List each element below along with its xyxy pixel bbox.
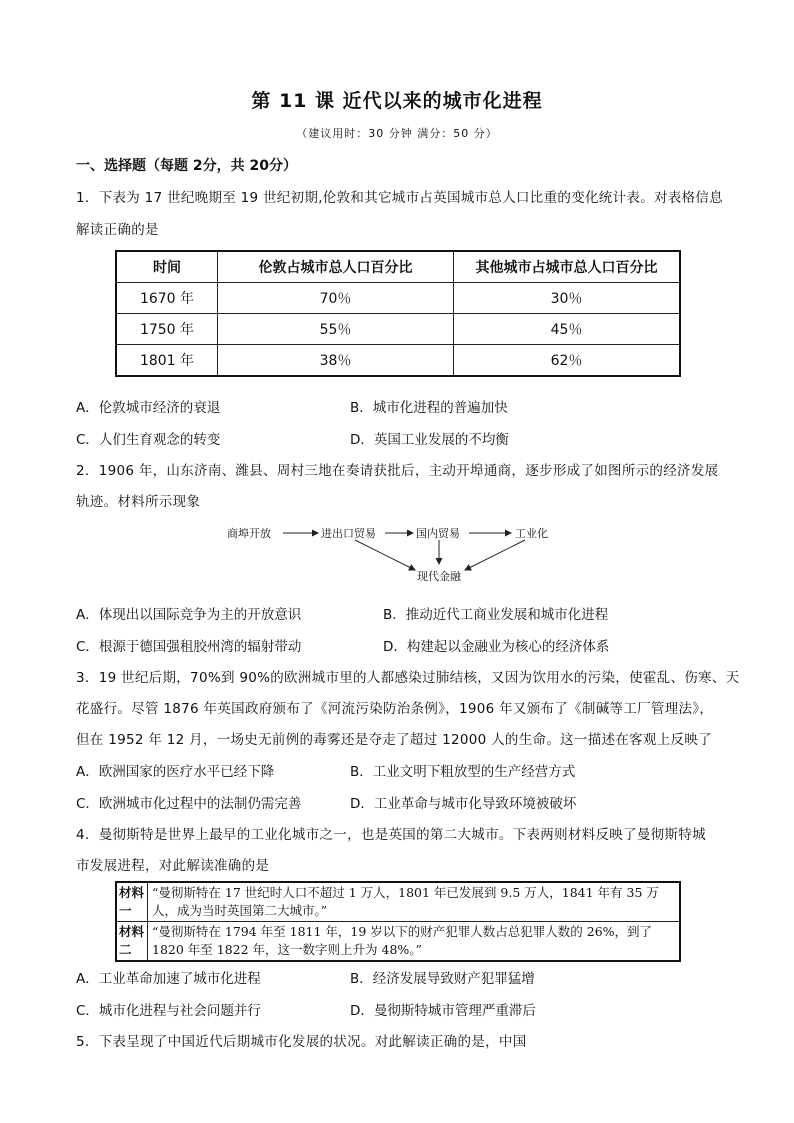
page-subtitle: （建议用时：30 分钟 满分：50 分） [296,127,498,140]
table-row [116,922,680,962]
q2-stem-line2: 轨迹。材料所示现象 [76,494,201,510]
table-row [116,283,680,314]
q2-flow-diagram [225,522,565,584]
q2-option-a[interactable]: A．体现出以国际竞争为主的开放意识 [76,607,302,623]
table-header-cell: 时间 [116,251,218,283]
material-label: 材料二 [116,922,148,962]
q4-stem-line2: 市发展进程，对此解读准确的是 [76,858,270,874]
page-title: 第 11 课 近代以来的城市化进程 [251,90,543,112]
q4-stem-line1: 4．曼彻斯特是世界上最早的工业化城市之一，也是英国的第二大城市。下表两则材料反映了曼彻斯特城 [76,827,706,843]
table-cell: 62％ [454,345,681,377]
arrow [465,540,525,570]
q1-option-d[interactable]: D．英国工业发展的不均衡 [350,432,509,448]
q3-stem-line3: 但在 1952 年 12 月，一场史无前例的毒雾还是夺走了超过 12000 人的生命。这一描述在客观上反映了 [76,732,712,748]
table-cell: 70％ [218,283,454,314]
material-text: “曼彻斯特在 1794 年至 1811 年，19 岁以下的财产犯罪人数占总犯罪人数的 26%，到了 1820 年至 1822 年，这一数字则上升为 48%。” [148,922,681,962]
flow-node: 进出口贸易 [321,527,376,540]
q2-option-b[interactable]: B．推动近代工商业发展和城市化进程 [383,607,609,623]
q2-option-c[interactable]: C．根源于德国强租胶州湾的辐射带动 [76,639,302,655]
q1-data-table [115,250,681,377]
arrow [355,540,415,570]
q3-stem-line1: 3．19 世纪后期，70%到 90%的欧洲城市里的人都感染过肺结核，又因为饮用水的污染，使霍乱、伤寒、天 [76,670,740,686]
q4-option-c[interactable]: C．城市化进程与社会问题并行 [76,1003,261,1019]
flow-node: 商埠开放 [227,527,271,540]
q3-option-a[interactable]: A．欧洲国家的医疗水平已经下降 [76,764,275,780]
flow-node: 现代金融 [417,570,461,583]
q1-option-a[interactable]: A．伦敦城市经济的衰退 [76,400,221,416]
q4-option-a[interactable]: A．工业革命加速了城市化进程 [76,971,261,987]
table-header-row [116,251,680,283]
q1-option-b[interactable]: B．城市化进程的普遍加快 [350,400,508,416]
q1-stem-line2: 解读正确的是 [76,222,159,238]
table-header-cell: 其他城市占城市总人口百分比 [454,251,681,283]
q1-option-c[interactable]: C．人们生育观念的转变 [76,432,221,448]
q1-stem-line1: 1．下表为 17 世纪晚期至 19 世纪初期,伦敦和其它城市占英国城市总人口比重的变化统计表。对表格信息 [76,190,723,206]
table-row [116,345,680,377]
q3-stem-line2: 花盛行。尽管 1876 年英国政府颁布了《河流污染防治条例》，1906 年又颁布了《制碱等工厂管理法》， [76,701,714,717]
material-text: “曼彻斯特在 17 世纪时人口不超过 1 万人，1801 年已发展到 9.5 万人，1841 年有 35 万人，成为当时英国第二大城市。” [148,882,681,922]
q4-option-b[interactable]: B．经济发展导致财产犯罪猛增 [350,971,535,987]
table-cell: 1801 年 [116,345,218,377]
q4-materials-table [115,881,681,962]
q2-option-d[interactable]: D．构建起以金融业为核心的经济体系 [383,639,610,655]
material-label: 材料一 [116,882,148,922]
table-row [116,314,680,345]
q2-stem-line1: 2．1906 年，山东济南、潍县、周村三地在奏请获批后，主动开埠通商，逐步形成了如图所示的经济发展 [76,463,719,479]
q3-option-c[interactable]: C．欧洲城市化过程中的法制仍需完善 [76,796,302,812]
table-cell: 55％ [218,314,454,345]
table-cell: 30％ [454,283,681,314]
section-heading: 一、选择题（每题 2分，共 20分） [76,158,297,174]
q5-stem-line1: 5．下表呈现了中国近代后期城市化发展的状况。对此解读正确的是，中国 [76,1034,527,1050]
table-cell: 45％ [454,314,681,345]
flow-arrows [225,522,565,584]
table-cell: 1670 年 [116,283,218,314]
q3-option-b[interactable]: B．工业文明下粗放型的生产经营方式 [350,764,576,780]
table-row [116,882,680,922]
flow-node: 工业化 [515,527,548,540]
table-cell: 1750 年 [116,314,218,345]
q3-option-d[interactable]: D．工业革命与城市化导致环境被破坏 [350,796,577,812]
table-header-cell: 伦敦占城市总人口百分比 [218,251,454,283]
table-cell: 38％ [218,345,454,377]
q4-option-d[interactable]: D．曼彻斯特城市管理严重滞后 [350,1003,536,1019]
flow-node: 国内贸易 [416,527,460,540]
